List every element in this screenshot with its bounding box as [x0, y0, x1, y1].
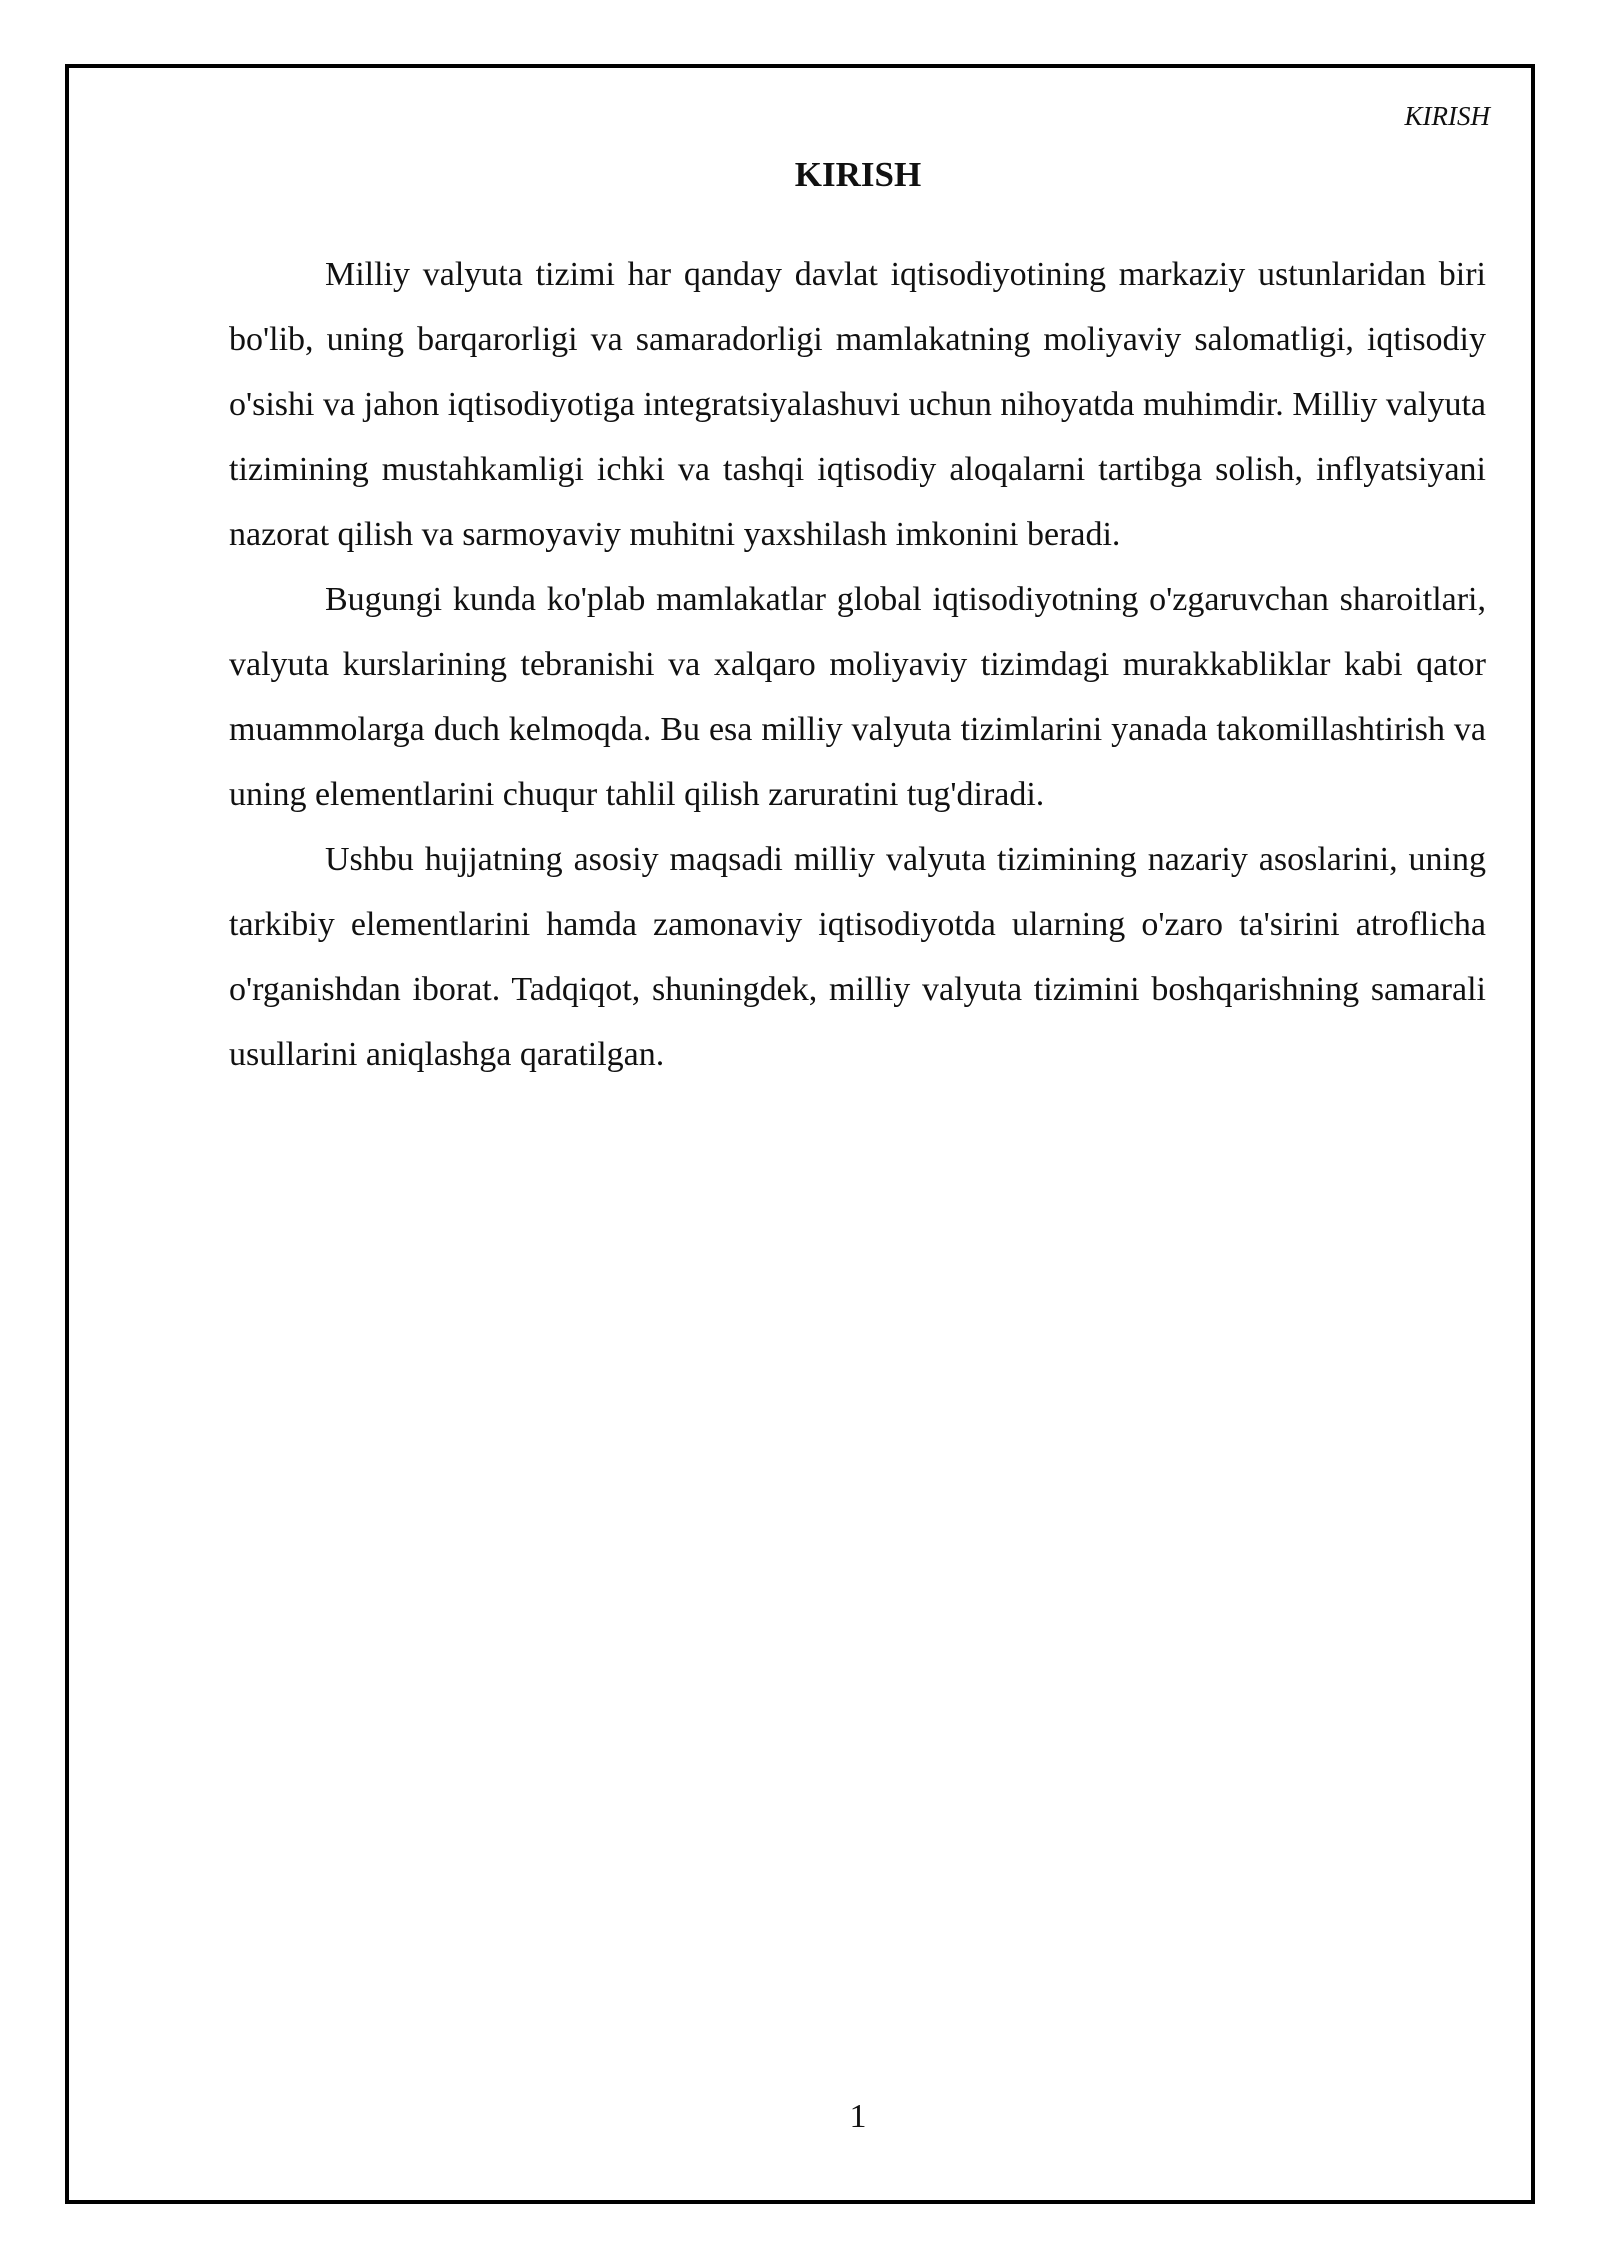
paragraph: Ushbu hujjatning asosiy maqsadi milliy valyuta tizimining nazariy asoslarini, uning tarkibiy elementlarini hamda zamonaviy iqtisodiyotda ularning o'zaro ta'sirini atroflicha o'rganishdan iborat. Tadqiqot, shuningdek, milliy valyuta tizimini boshqarishning samarali usullarini aniqlashga qaratilgan. [229, 841, 1486, 1073]
body-text [229, 242, 1486, 1087]
section-title: KIRISH [794, 155, 922, 194]
running-header: KIRISH [1404, 101, 1490, 131]
paragraph: Bugungi kunda ko'plab mamlakatlar global iqtisodiyotning o'zgaruvchan sharoitlari, valyuta kurslarining tebranishi va xalqaro moliyaviy tizimdagi murakkabliklar kabi qator muammolarga duch kelmoqda. Bu esa milliy valyuta tizimlarini yanada takomillashtirish va uning elementlarini chuqur tahlil qilish zaruratini tug'diradi. [229, 581, 1486, 813]
paragraph: Milliy valyuta tizimi har qanday davlat iqtisodiyotining markaziy ustunlaridan biri bo'lib, uning barqarorligi va samaradorligi mamlakatning moliyaviy salomatligi, iqtisodiy o'sishi va jahon iqtisodiyotiga integratsiyalashuvi uchun nihoyatda muhimdir. Milliy valyuta tizimining mustahkamligi ichki va tashqi iqtisodiy aloqalarni tartibga solish, inflyatsiyani nazorat qilish va sarmoyaviy muhitni yaxshilash imkonini beradi. [229, 256, 1486, 553]
page-number: 1 [849, 2098, 867, 2135]
